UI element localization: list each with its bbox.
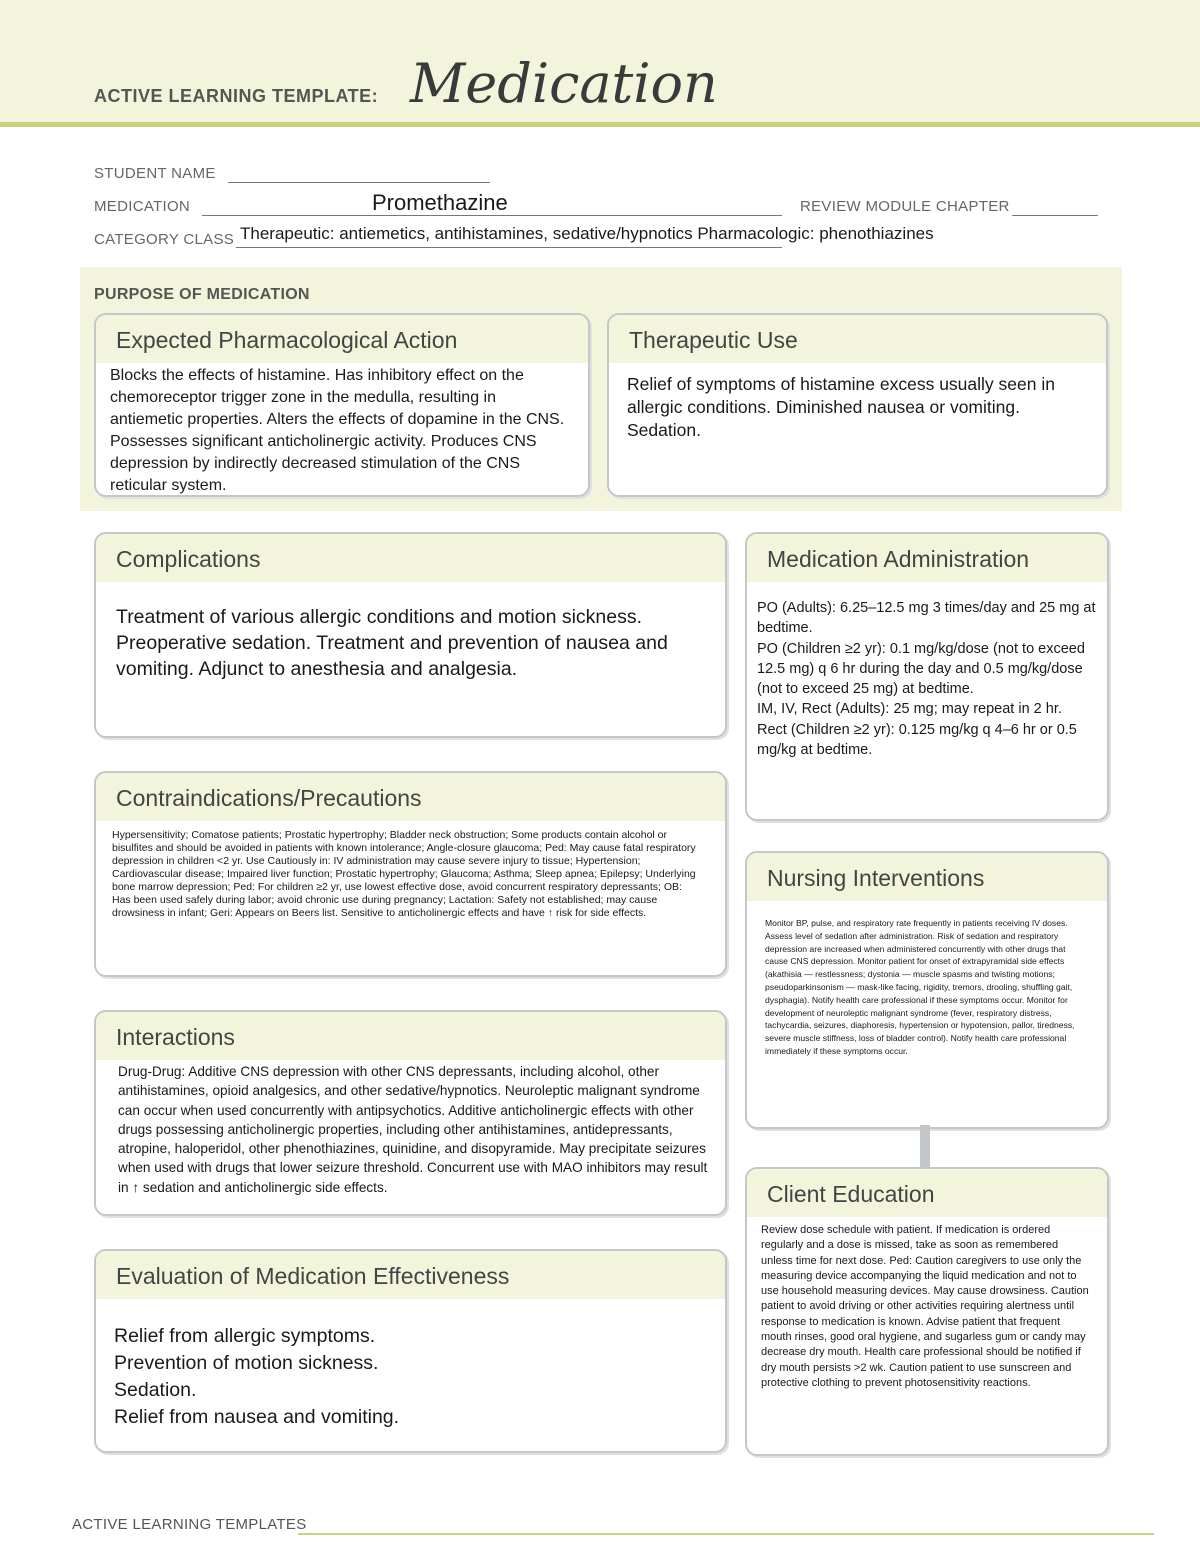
interactions-title: Interactions bbox=[116, 1024, 235, 1050]
complications-text[interactable]: Treatment of various allergic conditions and motion sickness. Preoperative sedation. Treatment and prevention of nausea and vomiting. Adjunct to anesthesia and analgesia. bbox=[116, 606, 668, 680]
card-header bbox=[96, 773, 725, 821]
client-education-text[interactable]: Review dose schedule with patient. If medication is ordered regularly and a dose is missed, take as soon as remembered unless time for next dose. Ped: Caution caregivers to use only the measuring device accompanying the liquid medication and not to use household measuring devices. May cause drowsiness. Caution patient to avoid driving or other activities requiring alertness until response to medication is known. Advise patient that frequent mouth rinses, good oral hygiene, and sugarless gum or candy may decrease dry mouth. Health care professional should be notified if dry mouth persists >2 wk. Caution patient to use sunscreen and protective clothing to prevent photosensitivity reactions. bbox=[761, 1224, 1089, 1389]
evaluation-card bbox=[94, 1249, 727, 1453]
therapeutic-use-card bbox=[607, 313, 1108, 497]
card-header bbox=[609, 315, 1106, 363]
client-education-title: Client Education bbox=[767, 1181, 935, 1207]
dose-line[interactable]: PO (Children ≥2 yr): 0.1 mg/kg/dose (not to exceed 12.5 mg) q 6 hr during the day and 0.5 mg/kg/dose (not to exceed 25 mg) at bedtime. bbox=[757, 640, 1085, 698]
dose-line[interactable]: PO (Adults): 6.25–12.5 mg 3 times/day and 25 mg at bedtime. bbox=[757, 600, 1096, 637]
contraindications-title: Contraindications/Precautions bbox=[116, 785, 422, 811]
card-header bbox=[747, 1169, 1107, 1217]
therapeutic-use-text[interactable]: Relief of symptoms of histamine excess usually seen in allergic conditions. Diminished nausea or vomiting. Sedation. bbox=[627, 374, 1055, 440]
interactions-card bbox=[94, 1010, 727, 1216]
card-header bbox=[96, 315, 588, 363]
contraindications-text[interactable]: Hypersensitivity; Comatose patients; Prostatic hypertrophy; Bladder neck obstruction; Some products contain alcohol or bisulfites and should be avoided in patients with known intolerance; Angle-closure glaucoma; Ped: May cause fatal respiratory depression in children <2 yr. Use Cautiously in: IV administration may cause severe injury to tissue; Hypertension; Cardiovascular disease; Impaired liver function; Prostatic hypertrophy; Glaucoma; Asthma; Sleep apnea; Epilepsy; Underlying bone marrow depression; Ped: For children ≥2 yr, use lowest effective dose, avoid concurrent respiratory depressants; OB: Has been used safely during labor; avoid chronic use during pregnancy; Lactation: Safety not established; may cause drowsiness in infant; Geri: Appears on Beers list. Sensitive to anticholinergic effects and have ↑ risk for side effects. bbox=[112, 829, 696, 919]
expected-action-card bbox=[94, 313, 590, 497]
interactions-text[interactable]: Drug-Drug: Additive CNS depression with other CNS depressants, including alcohol, other antihistamines, opioid analgesics, and other sedative/hypnotics. Neuroleptic malignant syndrome can occur when used concurrently with antipsychotics. Additive anticholinergic effects with other drugs possessing anticholinergic properties, including other antihistamines, antidepressants, atropine, haloperidol, other phenothiazines, quinidine, and disopyramide. May precipitate seizures when used with drugs that lower seizure threshold. Concurrent use with MAO inhibitors may result in ↑ sedation and anticholinergic side effects. bbox=[118, 1064, 708, 1195]
evaluation-line[interactable]: Prevention of motion sickness. bbox=[114, 1352, 379, 1374]
medication-field[interactable]: Promethazine bbox=[372, 190, 508, 215]
evaluation-line[interactable]: Relief from allergic symptoms. bbox=[114, 1325, 376, 1347]
purpose-label: PURPOSE OF MEDICATION bbox=[94, 286, 310, 303]
card-header bbox=[96, 1012, 725, 1060]
template-label: ACTIVE LEARNING TEMPLATE: bbox=[94, 86, 379, 106]
card-header bbox=[96, 534, 725, 582]
student-name-line bbox=[228, 182, 490, 183]
card-header bbox=[747, 534, 1107, 582]
dose-line[interactable]: Rect (Children ≥2 yr): 0.125 mg/kg q 4–6 hr or 0.5 mg/kg at bedtime. bbox=[757, 721, 1077, 759]
review-module-label: REVIEW MODULE CHAPTER bbox=[800, 198, 1010, 215]
footer-rule bbox=[298, 1533, 1154, 1535]
evaluation-title: Evaluation of Medication Effectiveness bbox=[116, 1263, 510, 1289]
complications-card bbox=[94, 532, 727, 738]
dose-line[interactable]: IM, IV, Rect (Adults): 25 mg; may repeat in 2 hr. bbox=[757, 701, 1062, 718]
medication-administration-card bbox=[745, 532, 1109, 821]
card-header bbox=[747, 853, 1107, 901]
student-name-label: STUDENT NAME bbox=[94, 165, 216, 182]
complications-title: Complications bbox=[116, 546, 261, 572]
client-education-card bbox=[745, 1167, 1109, 1456]
review-module-line bbox=[1012, 215, 1098, 216]
footer-label: ACTIVE LEARNING TEMPLATES bbox=[72, 1516, 307, 1533]
nursing-interventions-text[interactable]: Monitor BP, pulse, and respiratory rate frequently in patients receiving IV doses. Assess level of sedation after administration. Risk of sedation and respiratory depression are increased when administered concurrently with other drugs that cause CNS depression. Monitor patient for onset of extrapyramidal side effects (akathisia — restlessness; dystonia — muscle spasms and twisting motions; pseudoparkinsonism — mask-like facing, rigidity, tremors, drooling, shuffling gait, dysphagia). Notify health care professional if these symptoms occur. Monitor for development of neuroleptic malignant syndrome (fever, respiratory distress, tachycardia, seizures, diaphoresis, hypertension or hypotension, pallor, tiredness, severe muscle stiffness, loss of bladder control). Notify health care professional immediately if these symptoms occur. bbox=[765, 918, 1075, 1056]
category-class-line bbox=[236, 247, 782, 248]
nursing-interventions-title: Nursing Interventions bbox=[767, 865, 985, 891]
evaluation-line[interactable]: Relief from nausea and vomiting. bbox=[114, 1406, 400, 1428]
evaluation-line[interactable]: Sedation. bbox=[114, 1379, 197, 1401]
expected-action-title: Expected Pharmacological Action bbox=[116, 327, 458, 353]
medication-administration-body bbox=[757, 598, 1097, 760]
nursing-interventions-card bbox=[745, 851, 1109, 1129]
card-header bbox=[96, 1251, 725, 1299]
evaluation-body bbox=[114, 1323, 709, 1431]
medication-label: MEDICATION bbox=[94, 198, 191, 215]
contraindications-card bbox=[94, 771, 727, 977]
page-title: Medication bbox=[410, 52, 718, 115]
connector-bar bbox=[920, 1125, 930, 1167]
expected-action-text[interactable]: Blocks the effects of histamine. Has inhibitory effect on the chemoreceptor trigger zone in the medulla, resulting in antiemetic properties. Alters the effects of dopamine in the CNS. Possesses significant anticholinergic activity. Produces CNS depression by indirectly decreased stimulation of the CNS reticular system. bbox=[110, 367, 565, 494]
category-class-label: CATEGORY CLASS bbox=[94, 231, 235, 248]
category-class-field[interactable]: Therapeutic: antiemetics, antihistamines, sedative/hypnotics Pharmacologic: phenothiazines bbox=[240, 224, 934, 243]
medication-administration-title: Medication Administration bbox=[767, 546, 1030, 572]
therapeutic-use-title: Therapeutic Use bbox=[629, 327, 798, 353]
